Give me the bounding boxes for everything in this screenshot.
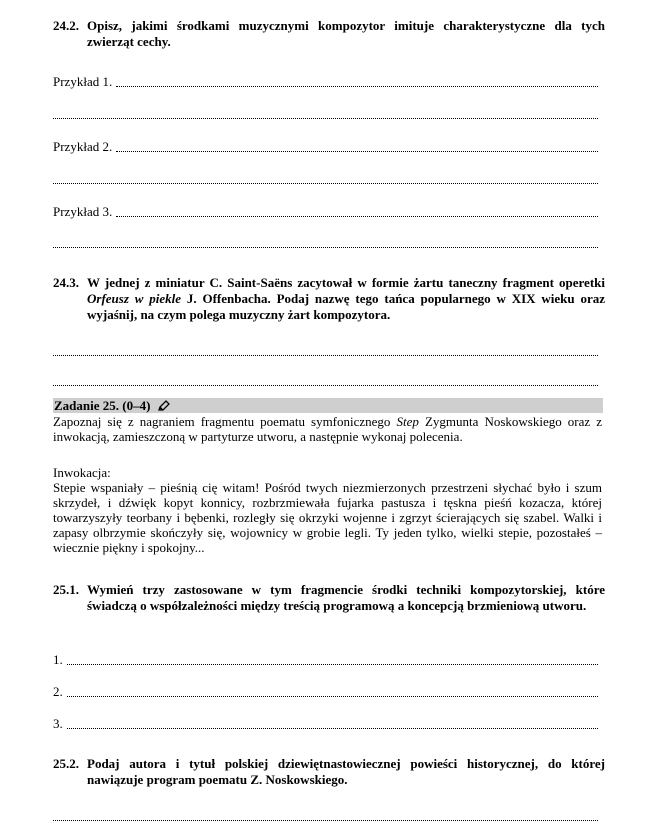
task-text: Opisz, jakimi środkami muzycznymi kompozytor imituje charakterystyczne dla tych zwierząt cechy. bbox=[87, 18, 605, 49]
dotted-line bbox=[116, 147, 598, 152]
invocation-text: Stepie wspaniały – pieśnią cię witam! Pośród twych niezmierzonych przestrzeni słychać było i szum skrzydeł, i dźwięk kopyt konnicy, rozbrzmiewała fujarka pastusza i tęskna pieśń kozacza, której towarzyszyły teorbany i bębenki, rozległy się okrzyki wojenne i zgrzyt ścierających się szabel. Walki i zapasy olbrzymie skończyły się, wojownicy w grobie legli. Ty jeden tylko, wielki stepie, pozostałeś – wiecznie piękny i spokojny... bbox=[53, 480, 602, 555]
dotted-line bbox=[67, 724, 598, 729]
task-number: 24.3. bbox=[53, 275, 79, 290]
work-title: Step bbox=[396, 414, 419, 429]
dotted-line bbox=[67, 692, 598, 697]
answer-line[interactable] bbox=[53, 183, 598, 184]
task-24-2 bbox=[53, 18, 605, 50]
task-25-2 bbox=[53, 756, 605, 788]
work-title: Orfeusz w piekle bbox=[87, 291, 182, 306]
task-number: 25.2. bbox=[53, 756, 79, 771]
example-label: Przykład 2. bbox=[53, 139, 113, 154]
task-text: Podaj autora i tytuł polskiej dziewiętnastowiecznej powieści historycznej, do której nawiązuje program poematu Z. Noskowskiego. bbox=[87, 756, 605, 787]
example-label: Przykład 3. bbox=[53, 204, 113, 219]
dotted-line bbox=[116, 212, 598, 217]
task-intro: Zapoznaj się z nagraniem fragmentu poematu symfonicznego Step Zygmunta Noskowskiego oraz z inwokacją, zamieszczoną w partyturze utworu, a następnie wykonaj polecenia. bbox=[53, 414, 602, 444]
task-number: 24.2. bbox=[53, 18, 79, 33]
task-header-bar bbox=[53, 398, 603, 413]
answer-number: 1. bbox=[53, 652, 63, 667]
answer-line[interactable] bbox=[53, 247, 598, 248]
example-label: Przykład 1. bbox=[53, 74, 113, 89]
answer-number: 3. bbox=[53, 716, 63, 731]
dotted-line bbox=[116, 82, 598, 87]
task-25-1 bbox=[53, 582, 605, 614]
answer-line-example-3[interactable] bbox=[53, 204, 598, 220]
task-text: W jednej z miniatur C. Saint-Saëns zacytował w formie żartu taneczny fragment operetki Orfeusz w piekle J. Offenbacha. Podaj nazwę tego tańca popularnego w XIX wieku oraz wyjaśnij, na czym polega muzyczny żart kompozytora. bbox=[87, 275, 605, 322]
invocation-label: Inwokacja: bbox=[53, 465, 111, 480]
answer-line-2[interactable] bbox=[53, 684, 598, 700]
answer-line-3[interactable] bbox=[53, 716, 598, 732]
answer-line-example-2[interactable] bbox=[53, 139, 598, 155]
pencil-icon bbox=[158, 400, 170, 411]
answer-line-1[interactable] bbox=[53, 652, 598, 668]
task-text: Wymień trzy zastosowane w tym fragmencie środki techniki kompozytorskiej, które świadczą o współzależności między treścią programową a koncepcją brzmieniową utworu. bbox=[87, 582, 605, 613]
answer-number: 2. bbox=[53, 684, 63, 699]
answer-line[interactable] bbox=[53, 118, 598, 119]
answer-line[interactable] bbox=[53, 355, 598, 356]
answer-line-example-1[interactable] bbox=[53, 74, 598, 90]
task-header-label: Zadanie 25. (0–4) bbox=[54, 398, 151, 413]
task-number: 25.1. bbox=[53, 582, 79, 597]
answer-line[interactable] bbox=[53, 385, 598, 386]
dotted-line bbox=[67, 660, 598, 665]
task-24-3 bbox=[53, 275, 605, 323]
answer-line[interactable] bbox=[53, 820, 598, 821]
